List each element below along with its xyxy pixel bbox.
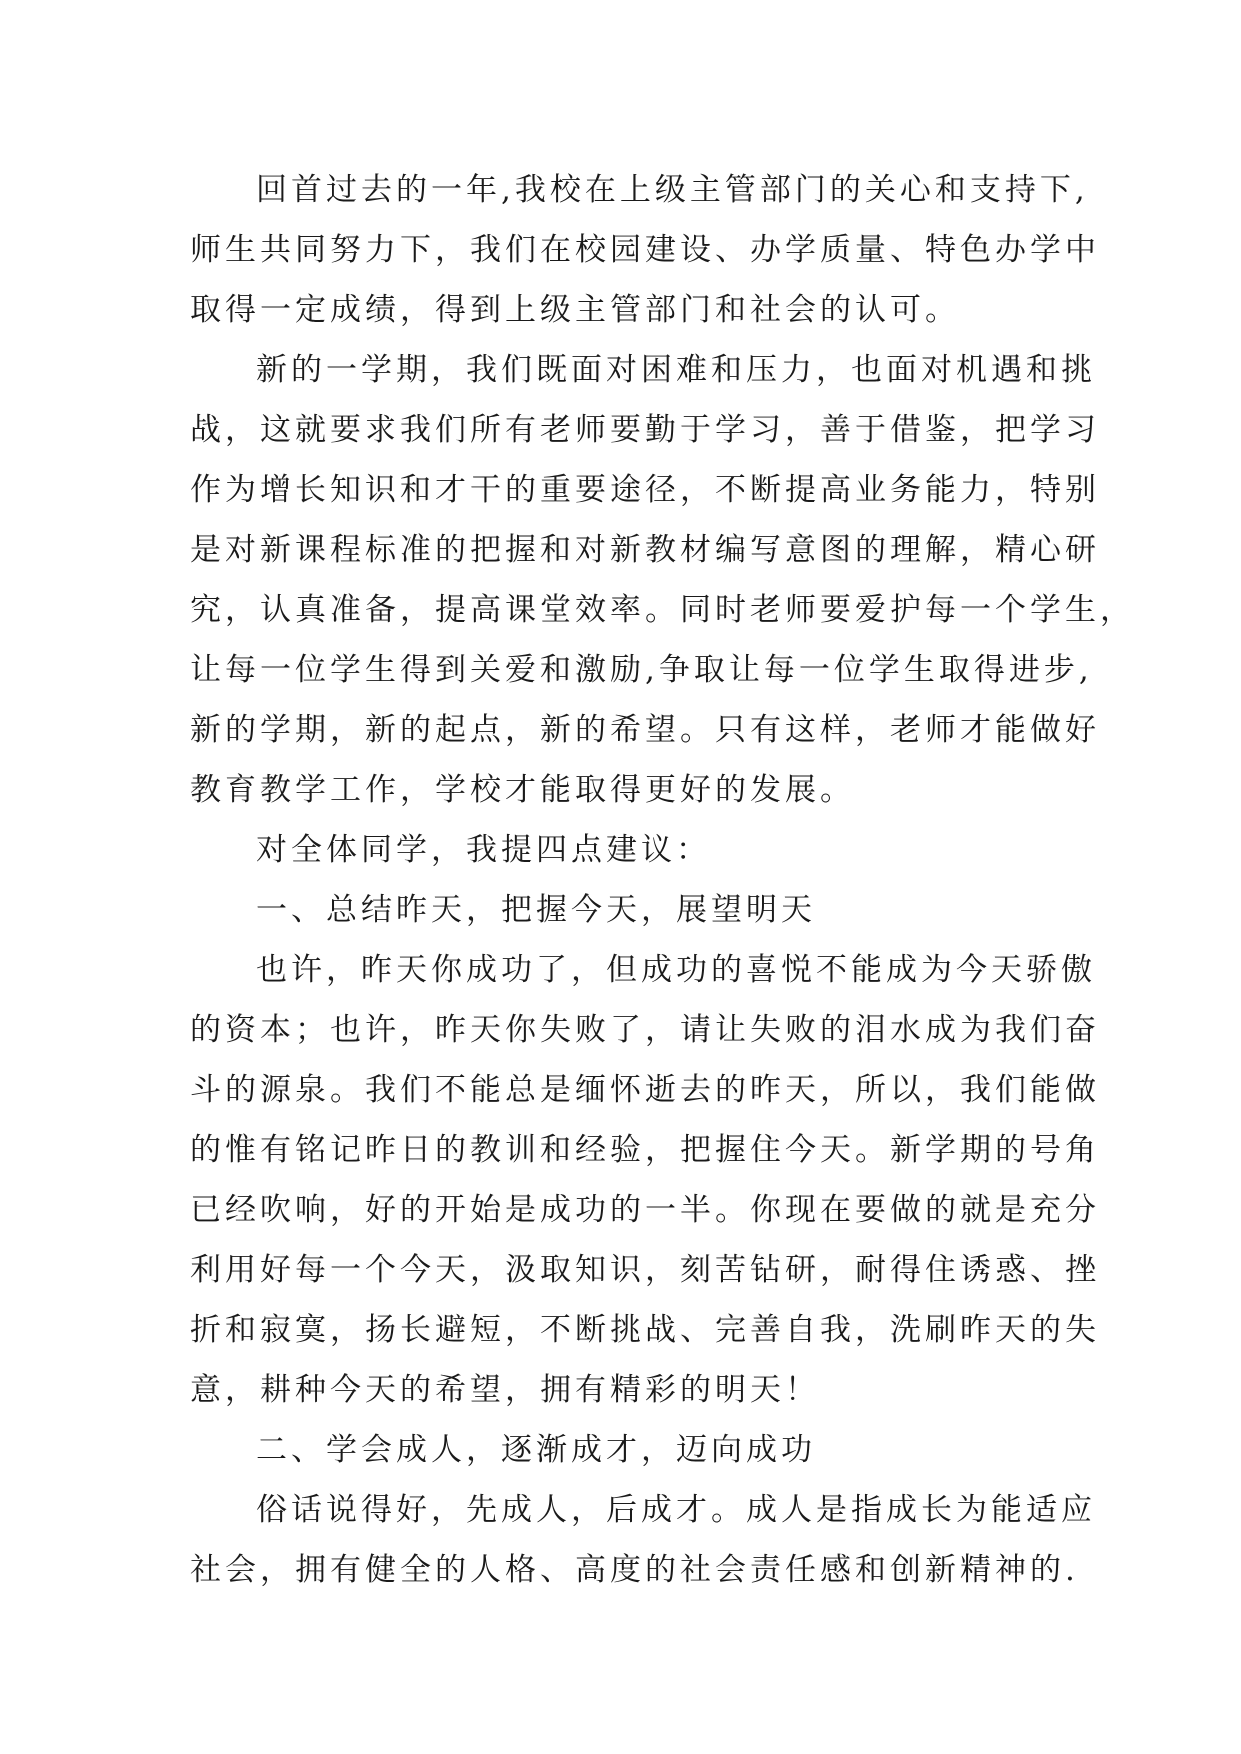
text-line: 利用好每一个今天，汲取知识，刻苦钻研，耐得住诱惑、挫 [190, 1252, 1100, 1288]
text-line: 意，耕种今天的希望，拥有精彩的明天！ [190, 1372, 820, 1408]
text-line: 师生共同努力下，我们在校园建设、办学质量、特色办学中 [190, 232, 1100, 268]
text-line: 新的一学期，我们既面对困难和压力，也面对机遇和挑 [256, 352, 1096, 388]
section-heading: 二、学会成人，逐渐成才，迈向成功 [256, 1432, 816, 1468]
text-line: 新的学期，新的起点，新的希望。只有这样，老师才能做好 [190, 712, 1100, 748]
text-line: 社会，拥有健全的人格、高度的社会责任感和创新精神的. [190, 1552, 1079, 1588]
text-line: 折和寂寞，扬长避短，不断挑战、完善自我，洗刷昨天的失 [190, 1312, 1100, 1348]
text-line: 俗话说得好，先成人，后成才。成人是指成长为能适应 [256, 1492, 1096, 1528]
text-line: 回首过去的一年,我校在上级主管部门的关心和支持下, [256, 172, 1089, 208]
text-line: 也许，昨天你成功了，但成功的喜悦不能成为今天骄傲 [256, 952, 1096, 988]
text-line: 斗的源泉。我们不能总是缅怀逝去的昨天，所以，我们能做 [190, 1072, 1100, 1108]
text-line: 已经吹响，好的开始是成功的一半。你现在要做的就是充分 [190, 1192, 1100, 1228]
text-line: 战，这就要求我们所有老师要勤于学习，善于借鉴，把学习 [190, 412, 1100, 448]
text-line: 的资本；也许，昨天你失败了，请让失败的泪水成为我们奋 [190, 1012, 1100, 1048]
text-line: 教育教学工作，学校才能取得更好的发展。 [190, 772, 855, 808]
text-line: 的惟有铭记昨日的教训和经验，把握住今天。新学期的号角 [190, 1132, 1100, 1168]
text-line: 是对新课程标准的把握和对新教材编写意图的理解，精心研 [190, 532, 1100, 568]
text-line: 作为增长知识和才干的重要途径，不断提高业务能力，特别 [190, 472, 1100, 508]
text-line: 对全体同学，我提四点建议： [256, 832, 711, 868]
document-body [190, 160, 1135, 1600]
text-line: 取得一定成绩，得到上级主管部门和社会的认可。 [190, 292, 960, 328]
section-heading: 一、总结昨天，把握今天，展望明天 [256, 892, 816, 928]
text-line: 让每一位学生得到关爱和激励,争取让每一位学生取得进步, [190, 652, 1093, 688]
text-line: 究，认真准备，提高课堂效率。同时老师要爱护每一个学生， [190, 592, 1135, 628]
